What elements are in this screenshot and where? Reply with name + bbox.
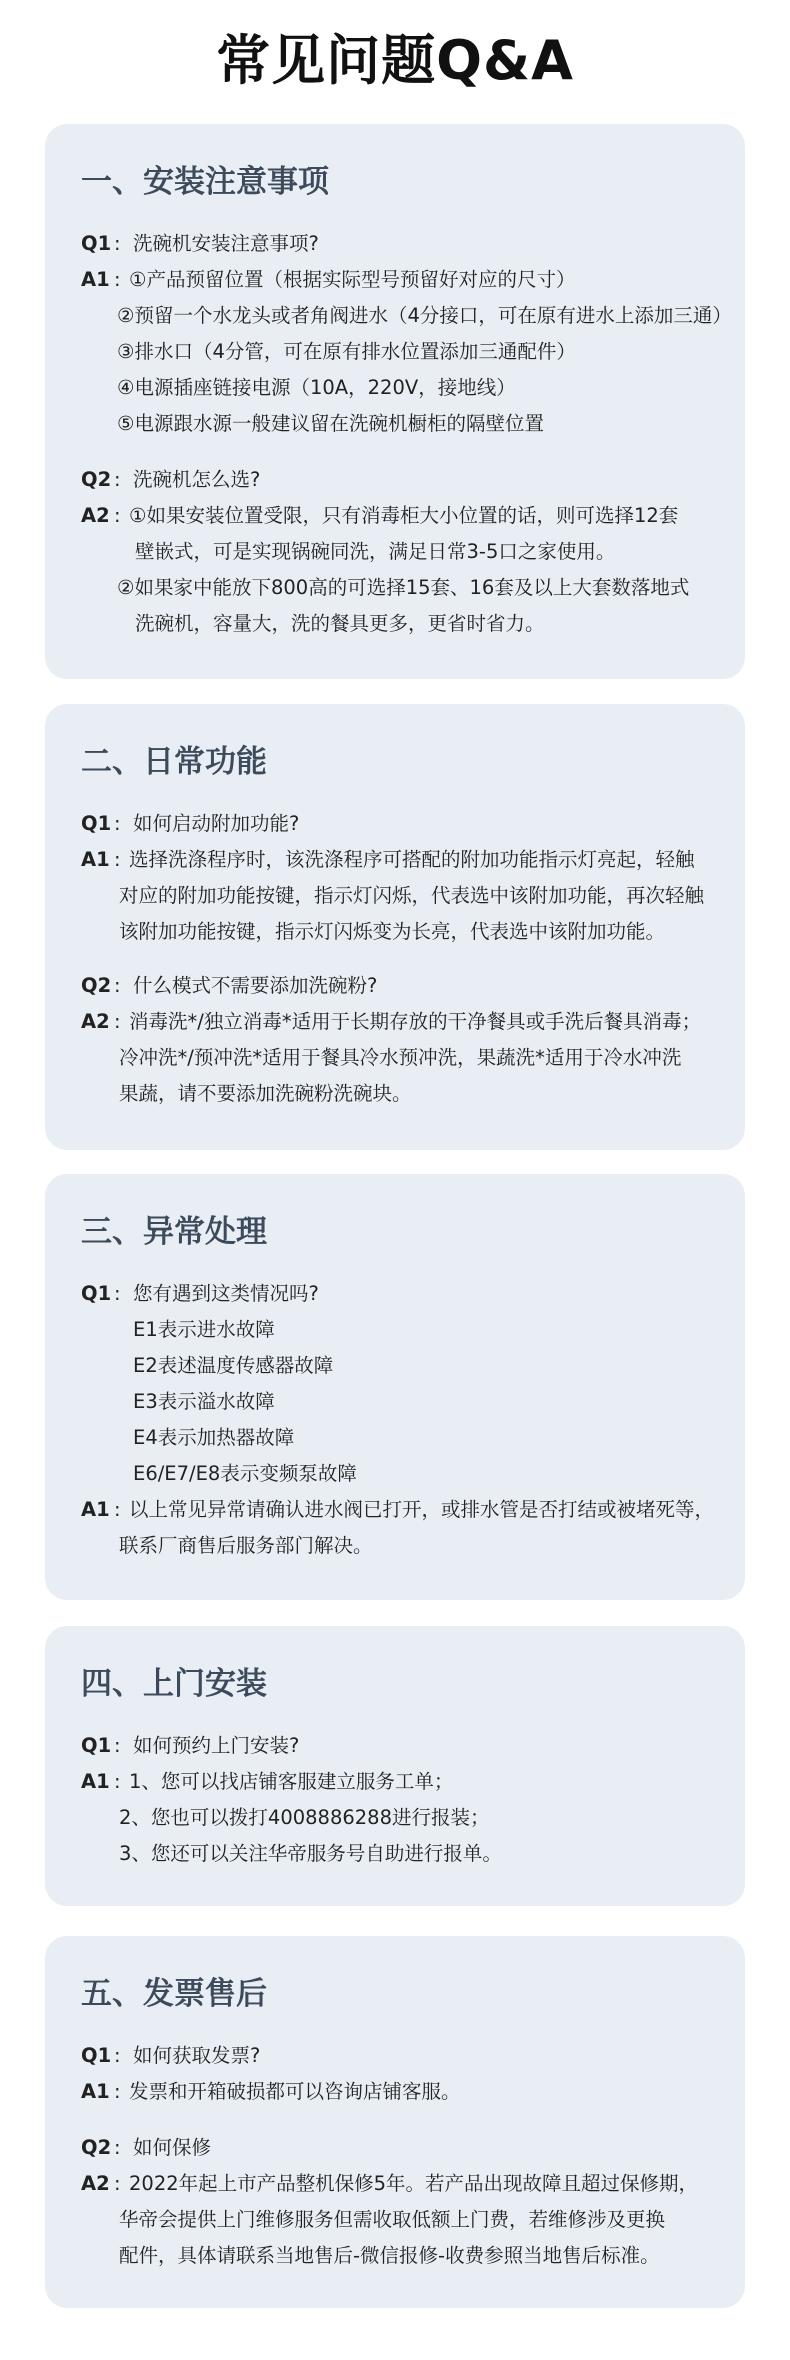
answer-line: 壁嵌式，可是实现锅碗同洗，满足日常3-5口之家使用。 xyxy=(135,540,616,563)
colon: : xyxy=(114,468,121,491)
answer-line: 对应的附加功能按键，指示灯闪烁，代表选中该附加功能，再次轻触 xyxy=(119,884,705,907)
qa-block xyxy=(81,2038,709,2110)
colon: : xyxy=(114,504,121,527)
question-text: 什么模式不需要添加洗碗粉? xyxy=(133,974,378,997)
question-tag: Q2 xyxy=(81,974,112,997)
question-tag: Q2 xyxy=(81,2136,112,2159)
question-row xyxy=(81,1728,709,1764)
answer-line: ③排水口（4分管，可在原有排水位置添加三通配件） xyxy=(117,340,576,363)
question-row xyxy=(81,806,709,842)
question-tag: Q1 xyxy=(81,232,112,255)
answer-line: 冷冲洗*/预冲洗*适用于餐具冷水预冲洗，果蔬洗*适用于冷水冲洗 xyxy=(119,1046,682,1069)
section-daily-functions xyxy=(45,704,745,1150)
question-row xyxy=(81,2038,709,2074)
colon: : xyxy=(114,1770,121,1793)
question-text: 如何预约上门安装? xyxy=(133,1734,300,1757)
colon: : xyxy=(114,812,121,835)
answer-line: ④电源插座链接电源（10A，220V，接地线） xyxy=(117,376,516,399)
section-installation-notes xyxy=(45,124,745,679)
answer-tag: A1 xyxy=(81,1770,110,1793)
qa-block xyxy=(81,1276,715,1564)
answer-tag: A1 xyxy=(81,1498,110,1521)
qa-block xyxy=(81,1728,709,1872)
section-error-handling xyxy=(45,1174,745,1600)
colon: : xyxy=(114,268,121,291)
answer-tag: A1 xyxy=(81,2080,110,2103)
section-home-installation xyxy=(45,1626,745,1906)
question-text: 如何获取发票? xyxy=(133,2044,261,2067)
answer-line: 配件，具体请联系当地售后-微信报修-收费参照当地售后标准。 xyxy=(119,2244,660,2267)
error-code-line: E6/E7/E8表示变频泵故障 xyxy=(133,1462,357,1485)
answer-row xyxy=(81,842,709,878)
colon: : xyxy=(114,974,121,997)
answer-tag: A2 xyxy=(81,504,110,527)
answer-row xyxy=(81,498,709,534)
answer-row xyxy=(81,2166,709,2202)
question-row xyxy=(81,2130,709,2166)
question-row xyxy=(81,462,709,498)
colon: : xyxy=(114,848,121,871)
answer-row xyxy=(81,1492,715,1528)
error-code-line: E1表示进水故障 xyxy=(133,1318,275,1341)
answer-line: 以上常见异常请确认进水阀已打开，或排水管是否打结或被堵死等， xyxy=(129,1498,715,1521)
answer-line: ②预留一个水龙头或者角阀进水（4分接口，可在原有进水上添加三通） xyxy=(117,304,732,327)
colon: : xyxy=(114,232,121,255)
question-text: 如何保修 xyxy=(133,2136,212,2159)
qa-block xyxy=(81,226,732,442)
answer-tag: A1 xyxy=(81,268,110,291)
question-row xyxy=(81,968,709,1004)
question-text: 如何启动附加功能? xyxy=(133,812,300,835)
question-text: 您有遇到这类情况吗? xyxy=(133,1282,319,1305)
qa-block xyxy=(81,806,709,950)
error-code-line: E4表示加热器故障 xyxy=(133,1426,295,1449)
section-title: 一、安装注意事项 xyxy=(81,164,329,200)
answer-line: ②如果家中能放下800高的可选择15套、16套及以上大套数落地式 xyxy=(117,576,690,599)
colon: : xyxy=(114,1010,121,1033)
answer-row xyxy=(81,262,709,298)
colon: : xyxy=(114,1734,121,1757)
colon: : xyxy=(114,2136,121,2159)
answer-line: 选择洗涤程序时，该洗涤程序可搭配的附加功能指示灯亮起，轻触 xyxy=(129,848,695,871)
answer-line: 2、您也可以拨打4008886288进行报装； xyxy=(119,1806,490,1829)
section-title: 二、日常功能 xyxy=(81,744,267,780)
qa-block xyxy=(81,968,709,1112)
section-title: 三、异常处理 xyxy=(81,1214,267,1250)
answer-line: 洗碗机，容量大，洗的餐具更多，更省时省力。 xyxy=(135,612,545,635)
error-code-line: E3表示溢水故障 xyxy=(133,1390,275,1413)
question-row xyxy=(81,226,709,262)
colon: : xyxy=(114,2080,121,2103)
section-title: 五、发票售后 xyxy=(81,1976,267,2012)
answer-line: 2022年起上市产品整机保修5年。若产品出现故障且超过保修期， xyxy=(129,2172,699,2195)
colon: : xyxy=(114,1282,121,1305)
answer-line: ①产品预留位置（根据实际型号预留好对应的尺寸） xyxy=(129,268,576,291)
question-tag: Q1 xyxy=(81,1734,112,1757)
colon: : xyxy=(114,2172,121,2195)
answer-row xyxy=(81,1764,709,1800)
answer-line: 华帝会提供上门维修服务但需收取低额上门费，若维修涉及更换 xyxy=(119,2208,666,2231)
question-tag: Q2 xyxy=(81,468,112,491)
answer-line: 消毒洗*/独立消毒*适用于长期存放的干净餐具或手洗后餐具消毒； xyxy=(129,1010,702,1033)
answer-line: 3、您还可以关注华帝服务号自助进行报单。 xyxy=(119,1842,502,1865)
qa-block xyxy=(81,462,709,642)
error-code-line: E2表述温度传感器故障 xyxy=(133,1354,334,1377)
qa-block xyxy=(81,2130,709,2274)
answer-line: 联系厂商售后服务部门解决。 xyxy=(119,1534,373,1557)
section-invoice-aftersales xyxy=(45,1936,745,2308)
answer-tag: A2 xyxy=(81,2172,110,2195)
question-text: 洗碗机安装注意事项? xyxy=(133,232,319,255)
answer-tag: A2 xyxy=(81,1010,110,1033)
page-title: 常见问题Q&A xyxy=(216,28,574,92)
answer-line: ⑤电源跟水源一般建议留在洗碗机橱柜的隔壁位置 xyxy=(117,412,544,435)
question-row xyxy=(81,1276,709,1312)
colon: : xyxy=(114,2044,121,2067)
answer-tag: A1 xyxy=(81,848,110,871)
answer-line: 发票和开箱破损都可以咨询店铺客服。 xyxy=(129,2080,461,2103)
question-tag: Q1 xyxy=(81,1282,112,1305)
answer-row xyxy=(81,2074,709,2110)
question-text: 洗碗机怎么选? xyxy=(133,468,261,491)
question-tag: Q1 xyxy=(81,2044,112,2067)
question-tag: Q1 xyxy=(81,812,112,835)
colon: : xyxy=(114,1498,121,1521)
answer-row xyxy=(81,1004,709,1040)
answer-line: 果蔬，请不要添加洗碗粉洗碗块。 xyxy=(119,1082,412,1105)
answer-line: 1、您可以找店铺客服建立服务工单； xyxy=(129,1770,454,1793)
section-title: 四、上门安装 xyxy=(81,1666,267,1702)
answer-line: 该附加功能按键，指示灯闪烁变为长亮，代表选中该附加功能。 xyxy=(119,920,666,943)
answer-line: ①如果安装位置受限，只有消毒柜大小位置的话，则可选择12套 xyxy=(129,504,679,527)
